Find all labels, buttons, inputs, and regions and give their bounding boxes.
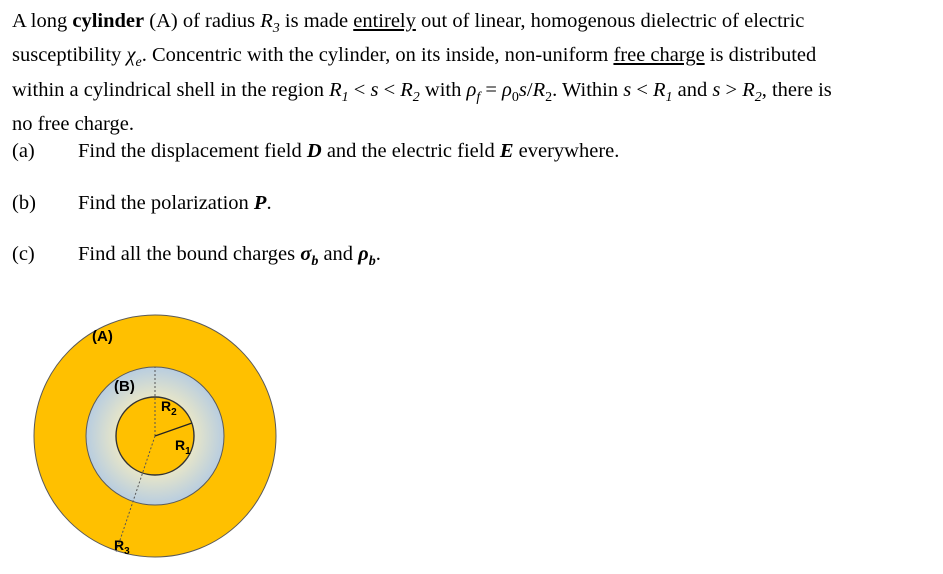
text: is distributed xyxy=(704,44,817,67)
var-R: R xyxy=(742,78,755,101)
text: , there is xyxy=(761,78,832,101)
text: with xyxy=(419,78,467,101)
subscript: 3 xyxy=(272,21,280,37)
part-c xyxy=(12,243,381,270)
statement-line-4: no free charge. xyxy=(12,112,134,135)
text: is made xyxy=(279,10,354,32)
text: < xyxy=(348,78,371,101)
var-E: E xyxy=(499,140,514,162)
text: = xyxy=(480,78,503,101)
label-R1: $R_1$ xyxy=(175,437,191,457)
text: and xyxy=(672,78,713,101)
var-R: R xyxy=(260,10,273,32)
label-B: (B) xyxy=(114,378,135,395)
var-R: R xyxy=(400,78,413,101)
label-R2: $R_2$ xyxy=(161,398,177,418)
problem-statement xyxy=(12,8,938,137)
part-b xyxy=(12,192,272,215)
subscript: 1 xyxy=(665,89,673,105)
var-R: R xyxy=(532,78,546,101)
subscript: f xyxy=(476,89,481,105)
var-rho: ρ xyxy=(502,78,512,101)
text: Find the displacement field xyxy=(78,140,307,162)
term-entirely: entirely xyxy=(353,10,416,32)
var-P: P xyxy=(253,192,267,214)
text: out of linear, homogenous dielectric of electric xyxy=(415,10,805,32)
text: everywhere. xyxy=(513,140,620,162)
part-label: (b) xyxy=(12,192,36,214)
text: and the electric field xyxy=(321,140,500,162)
subscript: 2 xyxy=(412,89,420,105)
var-s: s xyxy=(370,78,379,101)
text: . Concentric with the cylinder, on its inside, non-uniform xyxy=(141,44,614,67)
text: . xyxy=(266,192,272,214)
text: > xyxy=(720,78,743,101)
var-s: s xyxy=(623,78,632,101)
term-free-charge: free charge xyxy=(613,44,705,67)
text: Find the polarization xyxy=(78,192,254,214)
var-R: R xyxy=(653,78,666,101)
text: Find all the bound charges xyxy=(78,243,301,265)
text: < xyxy=(631,78,654,101)
text: . Within xyxy=(552,78,624,101)
var-s: s xyxy=(518,78,527,101)
text: and xyxy=(318,243,359,265)
text: . xyxy=(375,243,381,265)
var-rho: ρ xyxy=(358,243,369,265)
cylinder-figure xyxy=(30,310,280,572)
statement-line-3 xyxy=(12,77,938,111)
subscript: 0 xyxy=(511,89,519,105)
subscript: b xyxy=(311,254,319,270)
label-A: (A) xyxy=(92,328,113,345)
statement-line-1 xyxy=(12,8,938,42)
text: susceptibility xyxy=(12,44,127,67)
statement-line-2 xyxy=(12,42,938,76)
text: (A) of radius xyxy=(144,10,261,32)
subscript: 2 xyxy=(754,89,762,105)
part-label: (a) xyxy=(12,140,35,162)
subscript: 2 xyxy=(545,89,553,105)
text: A long xyxy=(12,10,73,32)
text: / xyxy=(526,78,533,101)
var-s: s xyxy=(712,78,721,101)
var-R: R xyxy=(329,78,342,101)
label-R3: $R_3$ xyxy=(114,537,130,557)
part-a xyxy=(12,140,619,163)
var-chi: χ xyxy=(126,44,136,67)
term-cylinder: cylinder xyxy=(72,10,145,32)
var-rho: ρ xyxy=(466,78,477,101)
part-label: (c) xyxy=(12,243,35,265)
subscript: b xyxy=(368,254,376,270)
var-D: D xyxy=(306,140,322,162)
text: within a cylindrical shell in the region xyxy=(12,78,330,101)
subscript: 1 xyxy=(341,89,349,105)
text: < xyxy=(378,78,401,101)
subscript: e xyxy=(135,55,142,71)
var-sigma: σ xyxy=(300,243,312,265)
